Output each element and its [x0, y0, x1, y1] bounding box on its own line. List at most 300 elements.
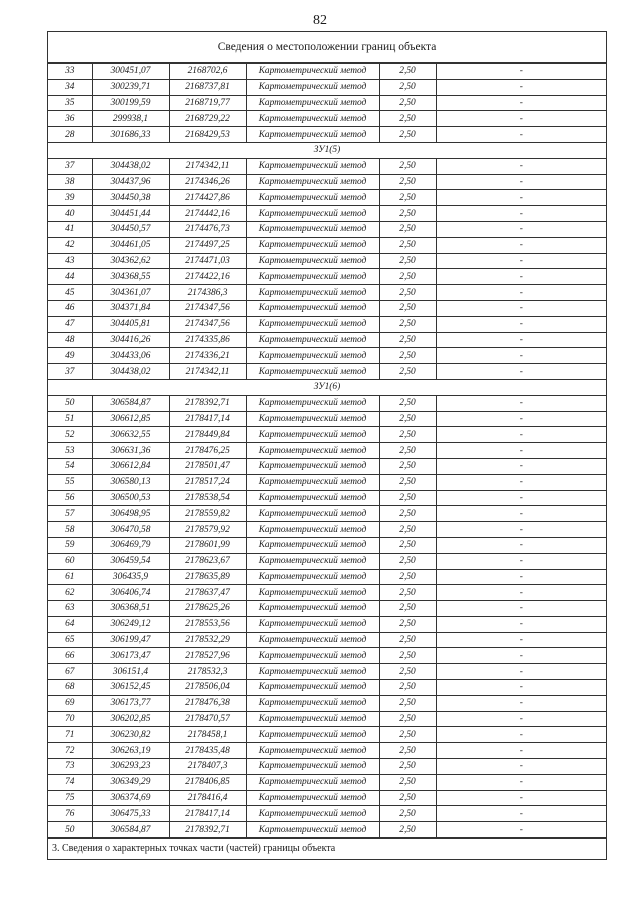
accuracy-cell: 2,50 [379, 774, 436, 790]
description-cell: - [436, 64, 606, 80]
y-coordinate-cell: 2178601,99 [169, 537, 246, 553]
x-coordinate-cell: 306580,13 [92, 474, 169, 490]
accuracy-cell: 2,50 [379, 285, 436, 301]
method-cell: Картометрический метод [246, 680, 379, 696]
x-coordinate-cell: 304405,81 [92, 316, 169, 332]
y-coordinate-cell: 2174335,86 [169, 332, 246, 348]
y-coordinate-cell: 2174476,73 [169, 221, 246, 237]
section-row [48, 142, 606, 158]
description-cell: - [436, 632, 606, 648]
x-coordinate-cell: 304438,02 [92, 158, 169, 174]
method-cell: Картометрический метод [246, 522, 379, 538]
point-number-cell: 50 [48, 822, 92, 838]
accuracy-cell: 2,50 [379, 522, 436, 538]
table-row [48, 711, 606, 727]
x-coordinate-cell: 304362,62 [92, 253, 169, 269]
description-cell: - [436, 774, 606, 790]
y-coordinate-cell: 2178517,24 [169, 474, 246, 490]
y-coordinate-cell: 2178623,67 [169, 553, 246, 569]
accuracy-cell: 2,50 [379, 585, 436, 601]
x-coordinate-cell: 300451,07 [92, 64, 169, 80]
description-cell: - [436, 174, 606, 190]
description-cell: - [436, 474, 606, 490]
method-cell: Картометрический метод [246, 806, 379, 822]
accuracy-cell: 2,50 [379, 411, 436, 427]
x-coordinate-cell: 306230,82 [92, 727, 169, 743]
point-number-cell: 34 [48, 79, 92, 95]
x-coordinate-cell: 304438,02 [92, 364, 169, 380]
y-coordinate-cell: 2174342,11 [169, 158, 246, 174]
table-row [48, 490, 606, 506]
x-coordinate-cell: 306151,4 [92, 664, 169, 680]
y-coordinate-cell: 2174346,26 [169, 174, 246, 190]
description-cell: - [436, 506, 606, 522]
table-row [48, 774, 606, 790]
method-cell: Картометрический метод [246, 300, 379, 316]
method-cell: Картометрический метод [246, 127, 379, 143]
point-number-cell: 37 [48, 364, 92, 380]
table-row [48, 727, 606, 743]
method-cell: Картометрический метод [246, 632, 379, 648]
x-coordinate-cell: 306631,36 [92, 443, 169, 459]
description-cell: - [436, 253, 606, 269]
x-coordinate-cell: 306612,85 [92, 411, 169, 427]
description-cell: - [436, 79, 606, 95]
point-number-cell: 74 [48, 774, 92, 790]
table-row [48, 411, 606, 427]
y-coordinate-cell: 2178532,3 [169, 664, 246, 680]
point-number-cell: 36 [48, 111, 92, 127]
y-coordinate-cell: 2178476,38 [169, 695, 246, 711]
x-coordinate-cell: 306368,51 [92, 601, 169, 617]
table-row [48, 680, 606, 696]
table-row [48, 79, 606, 95]
description-cell: - [436, 316, 606, 332]
point-number-cell: 42 [48, 237, 92, 253]
description-cell: - [436, 443, 606, 459]
y-coordinate-cell: 2178435,48 [169, 743, 246, 759]
description-cell: - [436, 585, 606, 601]
description-cell: - [436, 190, 606, 206]
method-cell: Картометрический метод [246, 664, 379, 680]
point-number-cell: 47 [48, 316, 92, 332]
x-coordinate-cell: 306263,19 [92, 743, 169, 759]
x-coordinate-cell: 306584,87 [92, 395, 169, 411]
y-coordinate-cell: 2178416,4 [169, 790, 246, 806]
description-cell: - [436, 490, 606, 506]
description-cell: - [436, 553, 606, 569]
x-coordinate-cell: 304450,57 [92, 221, 169, 237]
y-coordinate-cell: 2168737,81 [169, 79, 246, 95]
x-coordinate-cell: 304433,06 [92, 348, 169, 364]
table-row [48, 458, 606, 474]
accuracy-cell: 2,50 [379, 364, 436, 380]
y-coordinate-cell: 2178553,56 [169, 616, 246, 632]
description-cell: - [436, 616, 606, 632]
x-coordinate-cell: 306406,74 [92, 585, 169, 601]
table-row [48, 522, 606, 538]
y-coordinate-cell: 2178476,25 [169, 443, 246, 459]
point-number-cell: 73 [48, 759, 92, 775]
description-cell: - [436, 285, 606, 301]
page-number: 82 [313, 13, 327, 28]
accuracy-cell: 2,50 [379, 727, 436, 743]
accuracy-cell: 2,50 [379, 632, 436, 648]
boundary-table-sheet [47, 31, 607, 860]
table-row [48, 300, 606, 316]
method-cell: Картометрический метод [246, 332, 379, 348]
method-cell: Картометрический метод [246, 269, 379, 285]
table-row [48, 95, 606, 111]
point-number-cell: 45 [48, 285, 92, 301]
y-coordinate-cell: 2178449,84 [169, 427, 246, 443]
method-cell: Картометрический метод [246, 727, 379, 743]
y-coordinate-cell: 2174342,11 [169, 364, 246, 380]
x-coordinate-cell: 306435,9 [92, 569, 169, 585]
method-cell: Картометрический метод [246, 395, 379, 411]
method-cell: Картометрический метод [246, 237, 379, 253]
method-cell: Картометрический метод [246, 427, 379, 443]
description-cell: - [436, 364, 606, 380]
description-cell: - [436, 237, 606, 253]
coordinates-table [48, 63, 606, 838]
description-cell: - [436, 300, 606, 316]
table-row [48, 348, 606, 364]
table-row [48, 537, 606, 553]
method-cell: Картометрический метод [246, 458, 379, 474]
x-coordinate-cell: 300239,71 [92, 79, 169, 95]
y-coordinate-cell: 2178407,3 [169, 759, 246, 775]
description-cell: - [436, 111, 606, 127]
method-cell: Картометрический метод [246, 174, 379, 190]
description-cell: - [436, 822, 606, 838]
method-cell: Картометрический метод [246, 774, 379, 790]
description-cell: - [436, 411, 606, 427]
point-number-cell: 50 [48, 395, 92, 411]
description-cell: - [436, 522, 606, 538]
description-cell: - [436, 806, 606, 822]
point-number-cell: 43 [48, 253, 92, 269]
table-row [48, 158, 606, 174]
description-cell: - [436, 695, 606, 711]
point-number-cell: 52 [48, 427, 92, 443]
table-footer: 3. Сведения о характерных точках части (частей) границы объекта [48, 838, 606, 859]
y-coordinate-cell: 2168729,22 [169, 111, 246, 127]
method-cell: Картометрический метод [246, 490, 379, 506]
method-cell: Картометрический метод [246, 411, 379, 427]
description-cell: - [436, 95, 606, 111]
x-coordinate-cell: 306173,47 [92, 648, 169, 664]
method-cell: Картометрический метод [246, 743, 379, 759]
y-coordinate-cell: 2178635,89 [169, 569, 246, 585]
description-cell: - [436, 158, 606, 174]
x-coordinate-cell: 304361,07 [92, 285, 169, 301]
y-coordinate-cell: 2178470,57 [169, 711, 246, 727]
point-number-cell: 44 [48, 269, 92, 285]
table-row [48, 111, 606, 127]
y-coordinate-cell: 2178527,96 [169, 648, 246, 664]
accuracy-cell: 2,50 [379, 490, 436, 506]
accuracy-cell: 2,50 [379, 174, 436, 190]
accuracy-cell: 2,50 [379, 237, 436, 253]
section-label: ЗУ1(5) [48, 142, 606, 158]
point-number-cell: 64 [48, 616, 92, 632]
method-cell: Картометрический метод [246, 616, 379, 632]
table-row [48, 553, 606, 569]
y-coordinate-cell: 2174422,16 [169, 269, 246, 285]
accuracy-cell: 2,50 [379, 664, 436, 680]
method-cell: Картометрический метод [246, 190, 379, 206]
y-coordinate-cell: 2178532,29 [169, 632, 246, 648]
point-number-cell: 40 [48, 206, 92, 222]
method-cell: Картометрический метод [246, 221, 379, 237]
description-cell: - [436, 711, 606, 727]
method-cell: Картометрический метод [246, 111, 379, 127]
table-row [48, 395, 606, 411]
x-coordinate-cell: 306498,95 [92, 506, 169, 522]
y-coordinate-cell: 2174471,03 [169, 253, 246, 269]
point-number-cell: 51 [48, 411, 92, 427]
description-cell: - [436, 790, 606, 806]
table-row [48, 427, 606, 443]
accuracy-cell: 2,50 [379, 616, 436, 632]
accuracy-cell: 2,50 [379, 822, 436, 838]
accuracy-cell: 2,50 [379, 253, 436, 269]
point-number-cell: 49 [48, 348, 92, 364]
accuracy-cell: 2,50 [379, 127, 436, 143]
description-cell: - [436, 458, 606, 474]
table-row [48, 822, 606, 838]
x-coordinate-cell: 306612,84 [92, 458, 169, 474]
table-row [48, 569, 606, 585]
description-cell: - [436, 127, 606, 143]
accuracy-cell: 2,50 [379, 221, 436, 237]
description-cell: - [436, 601, 606, 617]
x-coordinate-cell: 306584,87 [92, 822, 169, 838]
accuracy-cell: 2,50 [379, 537, 436, 553]
table-row [48, 285, 606, 301]
accuracy-cell: 2,50 [379, 427, 436, 443]
point-number-cell: 37 [48, 158, 92, 174]
table-row [48, 443, 606, 459]
method-cell: Картометрический метод [246, 79, 379, 95]
accuracy-cell: 2,50 [379, 269, 436, 285]
point-number-cell: 72 [48, 743, 92, 759]
point-number-cell: 60 [48, 553, 92, 569]
method-cell: Картометрический метод [246, 711, 379, 727]
method-cell: Картометрический метод [246, 822, 379, 838]
method-cell: Картометрический метод [246, 569, 379, 585]
y-coordinate-cell: 2178559,82 [169, 506, 246, 522]
accuracy-cell: 2,50 [379, 680, 436, 696]
x-coordinate-cell: 304437,96 [92, 174, 169, 190]
table-row [48, 806, 606, 822]
point-number-cell: 59 [48, 537, 92, 553]
accuracy-cell: 2,50 [379, 300, 436, 316]
description-cell: - [436, 537, 606, 553]
accuracy-cell: 2,50 [379, 190, 436, 206]
x-coordinate-cell: 304416,26 [92, 332, 169, 348]
accuracy-cell: 2,50 [379, 79, 436, 95]
point-number-cell: 61 [48, 569, 92, 585]
accuracy-cell: 2,50 [379, 569, 436, 585]
table-row [48, 632, 606, 648]
table-row [48, 695, 606, 711]
table-row [48, 174, 606, 190]
y-coordinate-cell: 2178501,47 [169, 458, 246, 474]
table-row [48, 616, 606, 632]
y-coordinate-cell: 2168429,53 [169, 127, 246, 143]
point-number-cell: 71 [48, 727, 92, 743]
description-cell: - [436, 221, 606, 237]
y-coordinate-cell: 2178579,92 [169, 522, 246, 538]
x-coordinate-cell: 301686,33 [92, 127, 169, 143]
method-cell: Картометрический метод [246, 206, 379, 222]
description-cell: - [436, 759, 606, 775]
x-coordinate-cell: 299938,1 [92, 111, 169, 127]
method-cell: Картометрический метод [246, 790, 379, 806]
point-number-cell: 39 [48, 190, 92, 206]
point-number-cell: 63 [48, 601, 92, 617]
y-coordinate-cell: 2178625,26 [169, 601, 246, 617]
table-row [48, 190, 606, 206]
accuracy-cell: 2,50 [379, 506, 436, 522]
method-cell: Картометрический метод [246, 474, 379, 490]
description-cell: - [436, 664, 606, 680]
y-coordinate-cell: 2174347,56 [169, 300, 246, 316]
y-coordinate-cell: 2178506,04 [169, 680, 246, 696]
accuracy-cell: 2,50 [379, 743, 436, 759]
method-cell: Картометрический метод [246, 506, 379, 522]
y-coordinate-cell: 2168719,77 [169, 95, 246, 111]
y-coordinate-cell: 2168702,6 [169, 64, 246, 80]
accuracy-cell: 2,50 [379, 601, 436, 617]
accuracy-cell: 2,50 [379, 458, 436, 474]
accuracy-cell: 2,50 [379, 158, 436, 174]
table-row [48, 474, 606, 490]
x-coordinate-cell: 306249,12 [92, 616, 169, 632]
accuracy-cell: 2,50 [379, 695, 436, 711]
description-cell: - [436, 727, 606, 743]
x-coordinate-cell: 300199,59 [92, 95, 169, 111]
accuracy-cell: 2,50 [379, 332, 436, 348]
accuracy-cell: 2,50 [379, 316, 436, 332]
accuracy-cell: 2,50 [379, 806, 436, 822]
point-number-cell: 66 [48, 648, 92, 664]
method-cell: Картометрический метод [246, 537, 379, 553]
x-coordinate-cell: 304371,84 [92, 300, 169, 316]
description-cell: - [436, 680, 606, 696]
method-cell: Картометрический метод [246, 316, 379, 332]
x-coordinate-cell: 306173,77 [92, 695, 169, 711]
point-number-cell: 56 [48, 490, 92, 506]
point-number-cell: 55 [48, 474, 92, 490]
table-row [48, 759, 606, 775]
table-row [48, 127, 606, 143]
x-coordinate-cell: 304461,05 [92, 237, 169, 253]
description-cell: - [436, 648, 606, 664]
x-coordinate-cell: 306500,53 [92, 490, 169, 506]
accuracy-cell: 2,50 [379, 111, 436, 127]
method-cell: Картометрический метод [246, 695, 379, 711]
table-row [48, 237, 606, 253]
table-row [48, 585, 606, 601]
table-row [48, 316, 606, 332]
method-cell: Картометрический метод [246, 95, 379, 111]
accuracy-cell: 2,50 [379, 553, 436, 569]
y-coordinate-cell: 2178458,1 [169, 727, 246, 743]
description-cell: - [436, 332, 606, 348]
point-number-cell: 35 [48, 95, 92, 111]
point-number-cell: 46 [48, 300, 92, 316]
y-coordinate-cell: 2178538,54 [169, 490, 246, 506]
y-coordinate-cell: 2178392,71 [169, 822, 246, 838]
x-coordinate-cell: 306459,54 [92, 553, 169, 569]
x-coordinate-cell: 306374,69 [92, 790, 169, 806]
accuracy-cell: 2,50 [379, 759, 436, 775]
table-row [48, 790, 606, 806]
method-cell: Картометрический метод [246, 759, 379, 775]
section-row [48, 379, 606, 395]
x-coordinate-cell: 306202,85 [92, 711, 169, 727]
accuracy-cell: 2,50 [379, 395, 436, 411]
table-row [48, 506, 606, 522]
table-row [48, 253, 606, 269]
accuracy-cell: 2,50 [379, 95, 436, 111]
accuracy-cell: 2,50 [379, 648, 436, 664]
accuracy-cell: 2,50 [379, 711, 436, 727]
point-number-cell: 70 [48, 711, 92, 727]
table-row [48, 332, 606, 348]
table-row [48, 206, 606, 222]
point-number-cell: 28 [48, 127, 92, 143]
table-row [48, 664, 606, 680]
y-coordinate-cell: 2174442,16 [169, 206, 246, 222]
description-cell: - [436, 743, 606, 759]
point-number-cell: 54 [48, 458, 92, 474]
y-coordinate-cell: 2174336,21 [169, 348, 246, 364]
point-number-cell: 68 [48, 680, 92, 696]
description-cell: - [436, 569, 606, 585]
point-number-cell: 48 [48, 332, 92, 348]
point-number-cell: 62 [48, 585, 92, 601]
method-cell: Картометрический метод [246, 601, 379, 617]
y-coordinate-cell: 2178637,47 [169, 585, 246, 601]
point-number-cell: 67 [48, 664, 92, 680]
table-row [48, 648, 606, 664]
section-label: ЗУ1(6) [48, 379, 606, 395]
point-number-cell: 69 [48, 695, 92, 711]
accuracy-cell: 2,50 [379, 790, 436, 806]
y-coordinate-cell: 2178392,71 [169, 395, 246, 411]
table-row [48, 364, 606, 380]
table-row [48, 743, 606, 759]
point-number-cell: 38 [48, 174, 92, 190]
x-coordinate-cell: 306475,33 [92, 806, 169, 822]
method-cell: Картометрический метод [246, 553, 379, 569]
description-cell: - [436, 206, 606, 222]
table-row [48, 221, 606, 237]
table-row [48, 269, 606, 285]
point-number-cell: 33 [48, 64, 92, 80]
description-cell: - [436, 395, 606, 411]
accuracy-cell: 2,50 [379, 206, 436, 222]
x-coordinate-cell: 304450,38 [92, 190, 169, 206]
x-coordinate-cell: 306293,23 [92, 759, 169, 775]
accuracy-cell: 2,50 [379, 348, 436, 364]
point-number-cell: 41 [48, 221, 92, 237]
x-coordinate-cell: 306152,45 [92, 680, 169, 696]
